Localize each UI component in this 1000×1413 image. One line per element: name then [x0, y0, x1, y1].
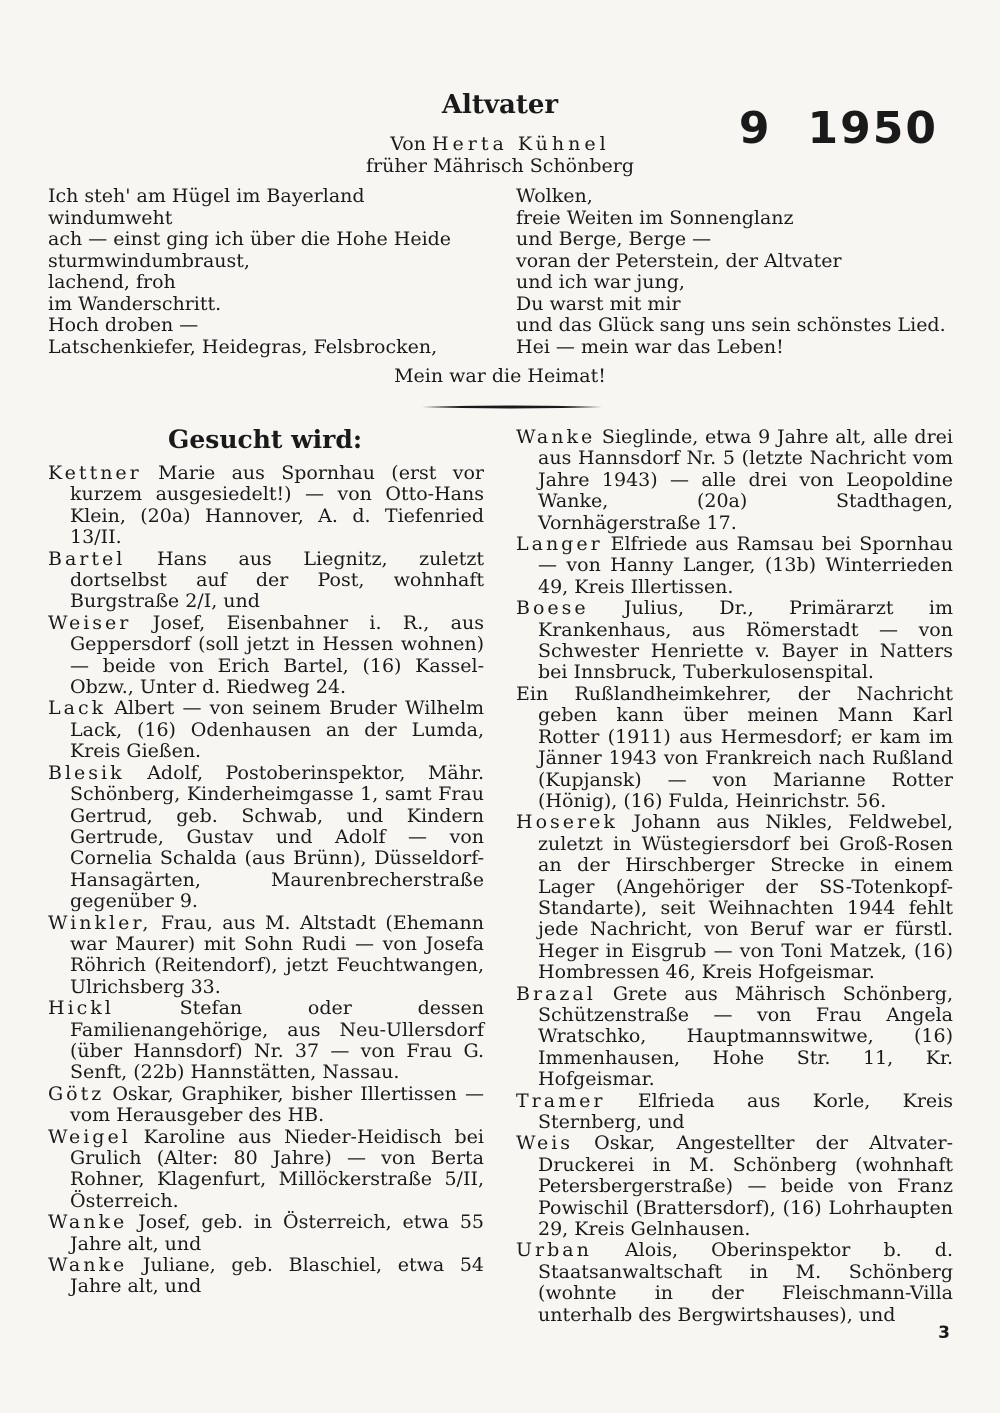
- poem-line: Latschenkiefer, Heidegras, Felsbrocken,: [48, 335, 438, 358]
- entry-name: Urban: [516, 1239, 592, 1262]
- search-entry: [48, 1212, 484, 1255]
- poem-line: windumweht: [48, 206, 173, 229]
- poem-line: sturmwindumbraust,: [48, 249, 250, 272]
- poem-line: und Berge, Berge —: [516, 228, 712, 250]
- search-entry: [516, 1133, 953, 1240]
- search-entry: [516, 427, 953, 534]
- entry-text: Ein Rußlandheimkehrer, der Nachricht geben kann über meinen Mann Karl Rotter (1911) aus Hermesdorf; er kam im Jänner 1943 von Frankreich nach Rußland (Kupjansk) — von Marianne Rotter (Hönig), (16) Fulda, Heinrichstr. 56.: [516, 682, 953, 812]
- entry-text: Grete aus Mährisch Schönberg, Schützenstraße — von Frau Angela Wratschko, Hauptmannswitwe, (16) Immenhausen, Hohe Str. 11, Kr. Hofgeismar.: [538, 982, 953, 1091]
- entry-text: Marie aus Spornhau (erst vor kurzem ausgesiedelt!) — von Otto-Hans Klein, (20a) Hannover, A. d. Tiefenried 13/II.: [70, 462, 484, 549]
- entry-text: Karoline aus Nieder-Heidisch bei Grulich (Alter: 80 Jahre) — von Berta Rohner, Klagenfurt, Millöckerstraße 5/II, Österreich.: [70, 1125, 484, 1212]
- entry-name: Boese: [516, 597, 589, 620]
- entry-text: Elfrieda aus Korle, Kreis Sternberg, und: [538, 1089, 953, 1133]
- entry-name: Tramer: [516, 1089, 606, 1112]
- page-number: 3: [938, 1323, 950, 1343]
- poem-line: und ich war jung,: [516, 271, 685, 293]
- entry-text: Elfriede aus Ramsau bei Spornhau — von Hanny Langer, (13b) Winterrieden 49, Kreis Illertissen.: [538, 533, 953, 598]
- poem-line: ach — einst ging ich über die Hohe Heide: [48, 228, 452, 250]
- entry-name: Lack: [48, 697, 107, 720]
- entry-text: Albert — von seinem Bruder Wilhelm Lack, (16) Odenhausen an der Lumda, Kreis Gießen.: [70, 697, 484, 763]
- entry-name: Langer: [516, 533, 603, 556]
- entry-name: Weigel: [48, 1125, 131, 1148]
- entry-name: Hickl: [48, 997, 114, 1020]
- search-entry: [48, 998, 484, 1084]
- entry-text: Julius, Dr., Primärarzt im Krankenhaus, aus Römerstadt — von Schwester Henriette v. Bayer in Natters bei Innsbruck, Tuberkulosenspital.: [538, 597, 953, 684]
- entry-name: Wanke: [516, 426, 596, 448]
- entry-name: Wanke: [48, 1211, 128, 1234]
- search-right-column: [516, 427, 953, 1326]
- search-entry: [516, 684, 953, 812]
- entry-text: Sieglinde, etwa 9 Jahre alt, alle drei aus Hannsdorf Nr. 5 (letzte Nachricht vom Jahre 1943) — alle drei von Leopoldine Wanke, (20a) Stadthagen, Vornhägerstraße 17.: [538, 426, 953, 534]
- search-entry: [516, 1240, 953, 1326]
- poem-left-column: [48, 186, 498, 358]
- entry-name: Götz: [48, 1082, 105, 1105]
- issue-number: 9: [738, 103, 772, 154]
- section-title: Gesucht wird:: [168, 425, 363, 454]
- entry-text: Josef, Eisenbahner i. R., aus Geppersdorf (soll jetzt in Hessen wohnen) — beide von Erich Bartel, (16) Kassel-Obzw., Unter d. Riedweg 24.: [70, 611, 484, 699]
- entry-text: Hans aus Liegnitz, zuletzt dortselbst auf der Post, wohnhaft Burgstraße 2/I, und: [70, 547, 485, 613]
- entry-name: Wanke: [48, 1254, 128, 1277]
- poem-line: Hoch droben —: [48, 314, 199, 336]
- search-entry: [516, 534, 953, 598]
- poem-line: Ich steh' am Hügel im Bayerland: [48, 185, 365, 207]
- poem-final-line: Mein war die Heimat!: [394, 365, 606, 387]
- entry-name: Blesik: [48, 761, 125, 784]
- entry-text: Alois, Oberinspektor b. d. Staatsanwaltschaft in M. Schönberg (wohnte in der Fleischmann-Villa unterhalb des Bergwirtshauses), und: [538, 1239, 953, 1326]
- entry-text: Juliane, geb. Blaschiel, etwa 54 Jahre alt, und: [70, 1254, 484, 1298]
- entry-name: Kettner: [48, 462, 142, 484]
- poem-line: Du warst mit mir: [516, 292, 681, 315]
- search-entry: [48, 463, 484, 549]
- poem-line: und das Glück sang uns sein schönstes Lied.: [516, 314, 946, 336]
- entry-text: Josef, geb. in Österreich, etwa 55 Jahre alt, und: [70, 1211, 485, 1255]
- entry-name: Weis: [516, 1132, 574, 1155]
- entry-text: Oskar, Angestellter der Altvater-Druckerei in M. Schönberg (wohnhaft Petersbergerstraße) — beide von Franz Powischil (Brattersdorf), (16) Lohrhaupten 29, Kreis Gelnhausen.: [538, 1132, 954, 1241]
- poem-title: Altvater: [441, 90, 559, 120]
- poem-line: lachend, froh: [48, 271, 176, 293]
- search-entry: [516, 984, 953, 1091]
- search-entry: [48, 1084, 484, 1127]
- poem-line: im Wanderschritt.: [48, 292, 222, 315]
- search-entry: [516, 1091, 953, 1134]
- entry-name: Hoserek: [516, 811, 618, 834]
- poem-author: [0, 133, 1000, 177]
- author-name: Herta Kühnel: [431, 133, 610, 155]
- entry-text: Adolf, Postoberinspektor, Mähr. Schönberg, Kinderheimgasse 1, samt Frau Gertrud, geb. Schwab, und Kindern Gertrude, Gustav und Adolf — von Cornelia Schalda (aus Brünn), Düsseldorf-Hansagärten, Maurenbrecherstraße gegenüber 9.: [70, 761, 484, 913]
- search-entry: [48, 549, 484, 613]
- issue-year: 1950: [807, 103, 938, 154]
- entry-text: Frau, aus M. Altstadt (Ehemann war Maurer) mit Sohn Rudi — von Josefa Röhrich (Reitendorf), jetzt Feuchtwangen, Ulrichsberg 33.: [70, 911, 484, 998]
- search-entry: [48, 613, 484, 699]
- poem-line: voran der Peterstein, der Altvater: [516, 249, 842, 272]
- poem-line: Hei — mein war das Leben!: [516, 335, 784, 358]
- poem-line: Wolken,: [516, 185, 593, 207]
- search-entry: [516, 598, 953, 684]
- section-divider: [422, 405, 602, 409]
- search-entry: [48, 763, 484, 913]
- poem-right-column: [516, 186, 976, 358]
- author-prefix: Von: [390, 133, 426, 155]
- search-entry: [48, 698, 484, 762]
- search-left-column: [48, 463, 484, 1298]
- entry-name: Brazal: [516, 982, 596, 1005]
- entry-text: Stefan oder dessen Familienangehörige, aus Neu-Ullersdorf (über Hannsdorf) Nr. 37 — von Frau G. Senft, (22b) Hannstätten, Nassau.: [70, 997, 484, 1084]
- entry-name: Winkler,: [48, 911, 152, 934]
- search-entry: [48, 913, 484, 999]
- search-entry: [48, 1255, 484, 1298]
- entry-name: Weiser: [48, 611, 132, 634]
- entry-name: Bartel: [48, 547, 126, 570]
- entry-text: Johann aus Nikles, Feldwebel, zuletzt in Wüstegiersdorf bei Groß-Rosen an der Hirschberger Strecke in einem Lager (Angehöriger der SS-Totenkopf-Standarte), seit Weihnachten 1944 fehlt jede Nachricht, von Beruf war er fürstl. Heger in Eisgrub — von Toni Matzek, (16) Hombressen 46, Kreis Hofgeismar.: [538, 811, 954, 984]
- search-entry: [516, 812, 953, 983]
- author-origin: früher Mährisch Schönberg: [365, 155, 635, 177]
- search-entry: [48, 1127, 484, 1213]
- poem-line: freie Weiten im Sonnenglanz: [516, 206, 794, 229]
- entry-text: Oskar, Graphiker, bisher Illertissen — vom Herausgeber des HB.: [70, 1082, 484, 1127]
